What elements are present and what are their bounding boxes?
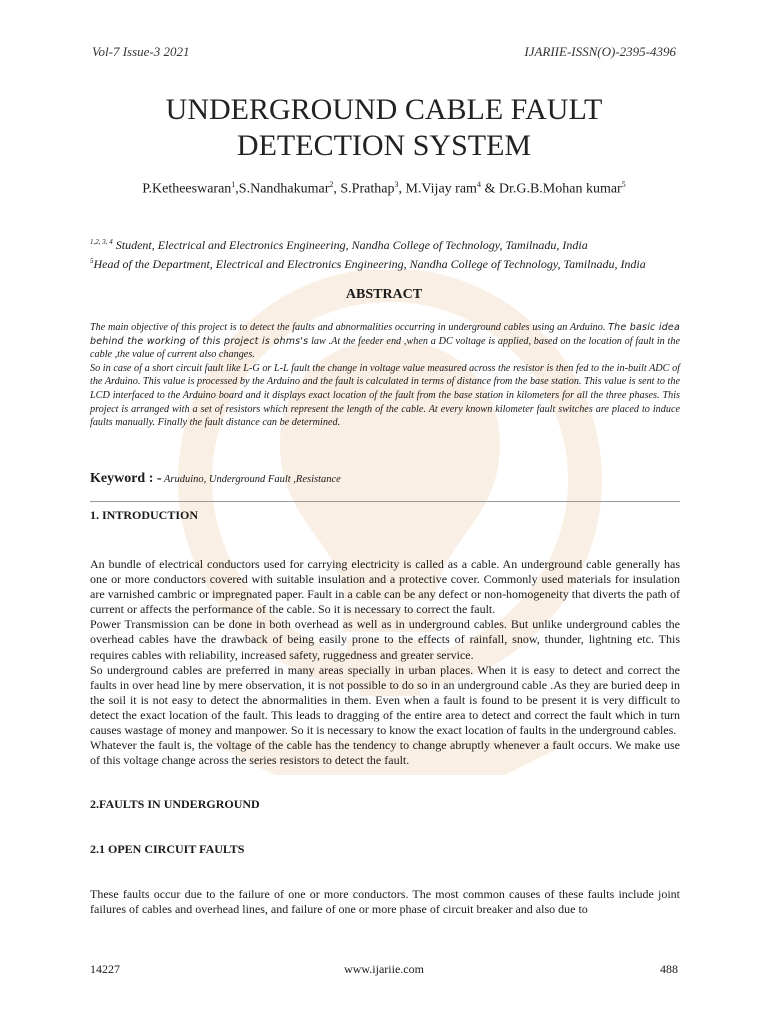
- author-name: M.Vijay ram: [405, 181, 477, 197]
- body-paragraph: So underground cables are preferred in many areas specially in urban places. When it is easy to detect and correct the faults in over head line by mere observation, it is not possible to do so in an underground cable .As they are buried deep in the soil it is not easy to detect the abnormalities in them. Even when a fault is found to be present it is very difficult to detect the exact location of the fault. This leads to dragging of the entire area to detect and correct the fault which in turn causes wastage of money and manpower. So it is necessary to know the exact location of faults in the underground cables.: [90, 662, 680, 738]
- author-list: P.Ketheeswaran$^1$,S.Nandhakumar$^2$, S.Prathap$^3$, M.Vijay ram$^4$ & Dr.G.B.Mohan kumar$^5$: [142, 180, 626, 197]
- section-heading-introduction: 1. INTRODUCTION: [90, 508, 199, 522]
- body-paragraph: Whatever the fault is, the voltage of the cable has the tendency to change abruptly whenever a fault occurs. We make use of this voltage change across the series resistors to detect the fault.: [90, 738, 680, 768]
- keyword-list: Aruduino, Underground Fault ,Resistance: [161, 474, 341, 485]
- journal-volume-header: Vol-7 Issue-3 2021: [92, 44, 190, 59]
- affiliations: [90, 234, 680, 272]
- footer-page-number: 488: [660, 962, 678, 976]
- keyword-label: Keyword : -: [90, 471, 162, 486]
- body-paragraph: An bundle of electrical conductors used for carrying electricity is called as a cable. An underground cable generally has one or more conductors covered with suitable insulation and a protective cover. Commonly used materials for insulation are varnished cambric or impregnated paper. Fault in a cable can be any defect or non-homogeneity that diverts the path of current or affects the performance of the cable. So it is necessary to correct the fault.: [90, 557, 680, 617]
- author-name: P.Ketheeswaran: [142, 181, 232, 197]
- open-circuit-body: [90, 887, 680, 917]
- body-paragraph: These faults occur due to the failure of one or more conductors. The most common causes of these faults include joint failures of cables and overhead lines, and failure of one or more phase of circuit breaker and also due to: [90, 887, 680, 917]
- abstract-heading: ABSTRACT: [345, 287, 423, 302]
- divider: [90, 501, 680, 502]
- paper-title: UNDERGROUND CABLE FAULT DETECTION SYSTEM: [165, 93, 603, 162]
- author-name: S.Prathap: [340, 181, 395, 197]
- footer-website-link[interactable]: www.ijariie.com: [344, 962, 424, 976]
- abstract-paragraph: So in case of a short circuit fault like L-G or L-L fault the change in voltage value measured across the resistor is then fed to the in-built ADC of the Arduino. This value is processed by the Arduino and the fault is calculated in terms of distance from the base station. This value is sent to the LCD interfaced to the Arduino board and it displays exact location of the fault from the base station in kilometers for all the three phases. This project is arranged with a set of resistors which represent the length of the cable. At every known kilometer fault switches are placed to induce faults manually. Finally the fault distance can be determined.: [90, 362, 680, 429]
- journal-issn-header: IJARIIE-ISSN(O)-2395-4396: [524, 44, 676, 59]
- abstract-paragraph: The main objective of this project is to detect the faults and abnormalities occurring in underground cables using an Arduino. The basic idea behind the working of this project is ohms's law .At the feeder end ,when a DC voltage is applied, based on the location of fault in the cable ,the value of current also changes.: [90, 322, 681, 361]
- author-name: S.Nandhakumar: [238, 181, 330, 197]
- footer-paper-id: 14227: [90, 962, 120, 976]
- affiliation-hod: $^5$Head of the Department, Electrical and Electronics Engineering, Nandha College of Technology, Tamilnadu, India: [90, 257, 646, 271]
- abstract-text: [90, 321, 680, 430]
- section-heading-faults: 2.FAULTS IN UNDERGROUND: [90, 797, 260, 811]
- introduction-body: [90, 557, 680, 768]
- section-heading-open-circuit: 2.1 OPEN CIRCUIT FAULTS: [90, 842, 245, 856]
- body-paragraph: Power Transmission can be done in both overhead as well as in underground cables. But unlike underground cables the overhead cables have the drawback of being easily prone to the effects of rainfall, snow, thunder, lightning etc. This requires cables with reliability, increased safety, ruggedness and greater service.: [90, 617, 680, 662]
- author-name: Dr.G.B.Mohan kumar: [498, 181, 622, 197]
- keywords: [90, 471, 341, 487]
- affiliation-students: $^{1,2, 3, 4}$ Student, Electrical and Electronics Engineering, Nandha College of Technology, Tamilnadu, India: [90, 238, 588, 252]
